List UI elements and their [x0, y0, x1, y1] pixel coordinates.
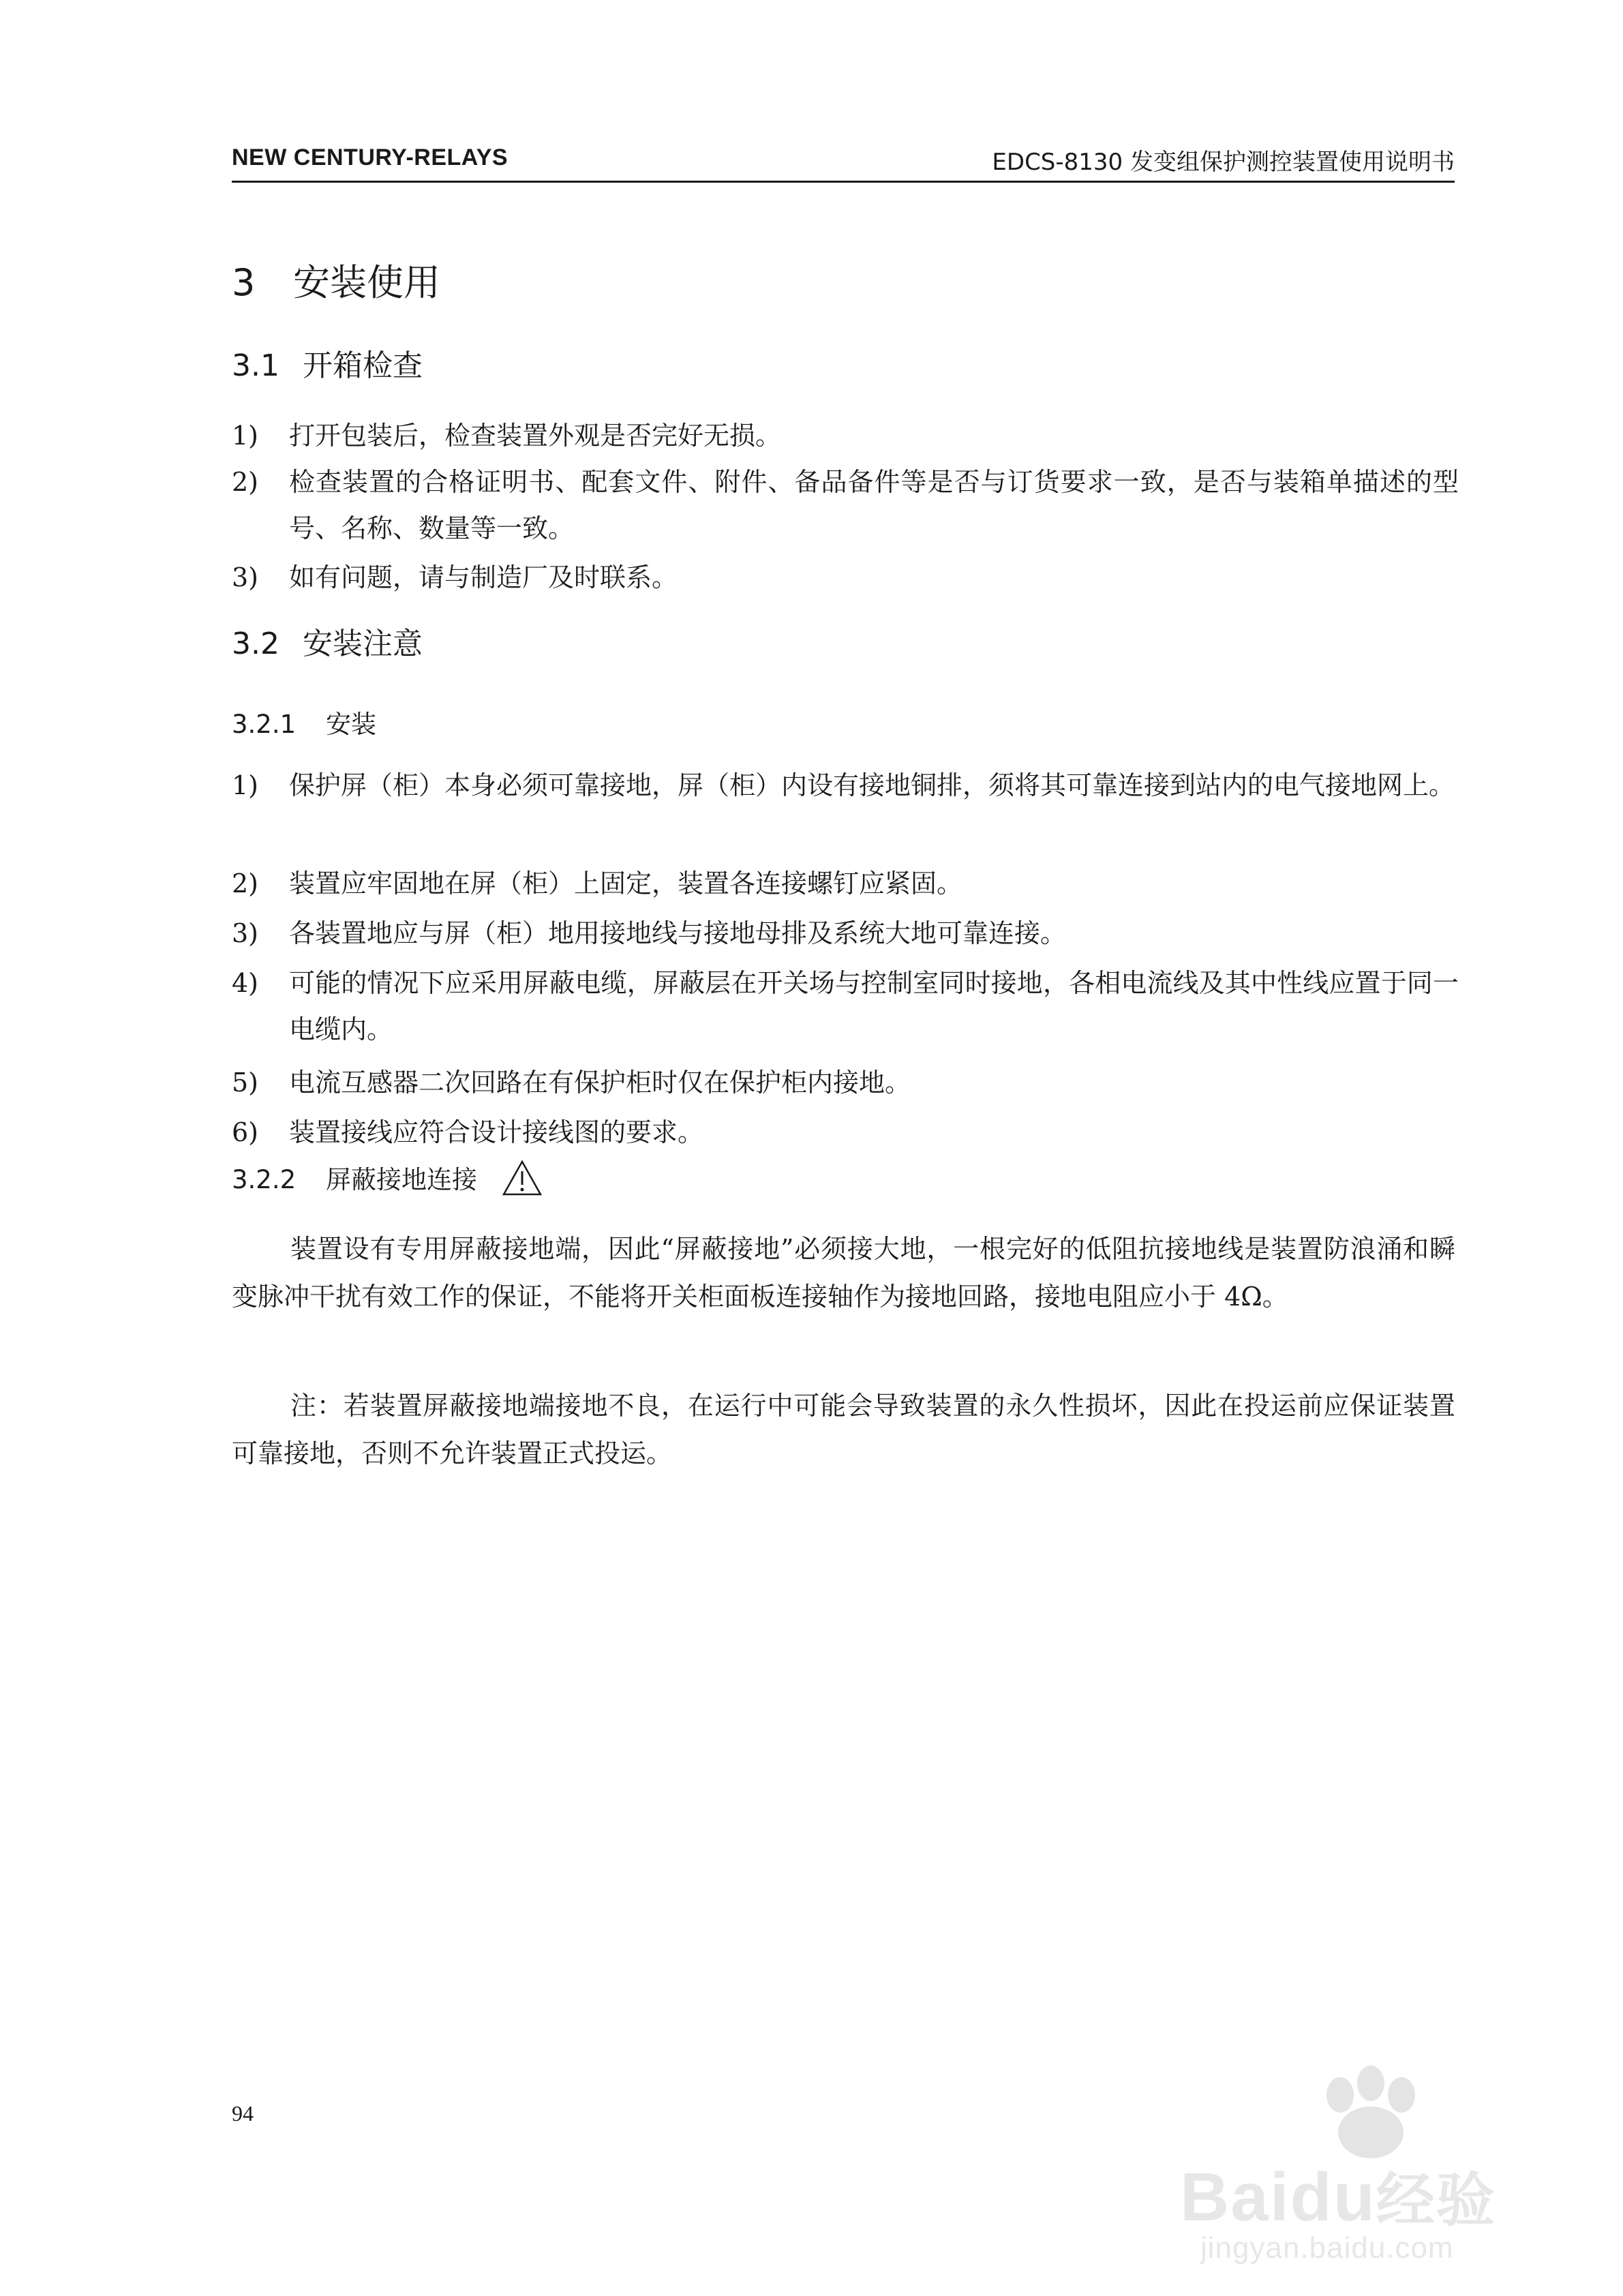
paw-icon: [1326, 2066, 1415, 2158]
section-3-heading: [232, 254, 440, 306]
list-text: 电流互感器二次回路在有保护柜时仅在保护柜内接地。: [289, 1068, 911, 1098]
list-item: [232, 910, 1459, 956]
list-text: 装置应牢固地在屏（柜）上固定，装置各连接螺钉应紧固。: [289, 868, 963, 898]
list-item: [232, 459, 1459, 552]
section-3-1-heading: [232, 341, 423, 384]
list-text: 检查装置的合格证明书、配套文件、附件、备品备件等是否与订货要求一致，是否与装箱单描述的型号、名称、数量等一致。: [289, 467, 1459, 543]
list-number: 2): [232, 467, 259, 497]
list-item: [232, 554, 1459, 601]
watermark-brand2: du: [1290, 2159, 1376, 2235]
header-left: NEW CENTURY-RELAYS: [232, 145, 509, 170]
section-number: 3.2.2: [232, 1165, 297, 1194]
list-number: 1): [232, 421, 259, 451]
section-title: 屏蔽接地连接: [326, 1165, 477, 1194]
watermark-suffix: 经验: [1376, 2166, 1496, 2235]
list-number: 1): [232, 770, 259, 800]
warning-triangle-icon: [502, 1160, 543, 1203]
list-number: 5): [232, 1068, 259, 1098]
list-text: 如有问题，请与制造厂及时联系。: [289, 562, 678, 592]
paragraph: 装置设有专用屏蔽接地端，因此“屏蔽接地”必须接大地，一根完好的低阻抗接地线是装置防浪涌和瞬变脉冲干扰有效工作的保证，不能将开关柜面板连接轴作为接地回路，接地电阻应小于 4Ω。: [232, 1234, 1455, 1312]
list-text: 打开包装后，检查装置外观是否完好无损。: [289, 421, 782, 451]
section-3-2-2-heading: [232, 1159, 543, 1203]
section-title: 安装: [326, 710, 376, 739]
list-number: 4): [232, 968, 259, 998]
list-number: 2): [232, 868, 259, 898]
list-item: [232, 412, 1459, 459]
list-number: 6): [232, 1117, 259, 1147]
section-number: 3.2: [232, 626, 279, 661]
section-number: 3: [232, 261, 256, 304]
list-item: [232, 1109, 1459, 1155]
list-text: 保护屏（柜）本身必须可靠接地，屏（柜）内设有接地铜排，须将其可靠连接到站内的电气接地网上。: [289, 770, 1455, 800]
watermark-brand: Bai: [1180, 2159, 1290, 2235]
section-3-2-heading: [232, 619, 423, 663]
section-title: 开箱检查: [303, 348, 423, 383]
section-number: 3.1: [232, 348, 279, 383]
list-text: 可能的情况下应采用屏蔽电缆，屏蔽层在开关场与控制室同时接地，各相电流线及其中性线应置于同一电缆内。: [289, 968, 1459, 1044]
section-number: 3.2.1: [232, 710, 297, 739]
baidu-watermark: [1173, 2064, 1568, 2269]
section-title: 安装注意: [303, 626, 423, 661]
list-item: [232, 1059, 1459, 1106]
header-right: EDCS-8130 发变组保护测控装置使用说明书: [992, 149, 1455, 176]
paragraph-note: 注：若装置屏蔽接地端接地不良，在运行中可能会导致装置的永久性损坏，因此在投运前应保证装置可靠接地，否则不允许装置正式投运。: [232, 1391, 1455, 1468]
list-text: 各装置地应与屏（柜）地用接地线与接地母排及系统大地可靠连接。: [289, 918, 1067, 948]
watermark-url: jingyan.baidu.com: [1200, 2231, 1454, 2265]
list-item: [232, 762, 1459, 809]
page-number: 94: [232, 2101, 254, 2126]
list-number: 3): [232, 562, 259, 592]
list-item: [232, 860, 1459, 907]
list-item: [232, 960, 1459, 1053]
list-text: 装置接线应符合设计接线图的要求。: [289, 1117, 704, 1147]
section-title: 安装使用: [293, 261, 440, 304]
header-divider: [232, 181, 1455, 183]
list-number: 3): [232, 918, 259, 948]
section-3-2-1-heading: [232, 704, 376, 740]
